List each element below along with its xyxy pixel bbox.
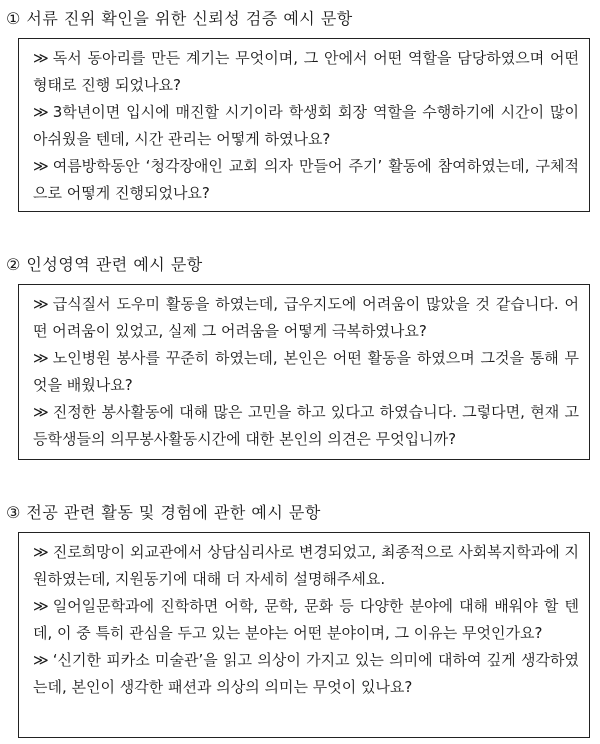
bullet-icon: ≫ [33,597,49,615]
bullet-icon: ≫ [33,157,49,175]
bullet-icon: ≫ [33,49,49,67]
question-item [33,593,579,647]
section-2-box [18,284,590,460]
question-text: 3학년이면 입시에 매진할 시기이라 학생회 회장 역할을 수행하기에 시간이 많이 아쉬웠을 텐데, 시간 관리는 어떻게 하였나요? [33,103,579,148]
section-2-heading: ② 인성영역 관련 예시 문항 [6,255,203,274]
question-text: 급식질서 도우미 활동을 하였는데, 급우지도에 어려움이 많았을 것 같습니다. 어떤 어려움이 있었고, 실제 그 어려움을 어떻게 극복하였나요? [33,295,579,340]
section-1-box [18,38,590,212]
question-item [33,291,579,345]
question-text: 노인병원 봉사를 꾸준히 하였는데, 본인은 어떤 활동을 하였으며 그것을 통해 무엇을 배웠나요? [33,349,579,394]
question-text: ‘신기한 피카소 미술관’을 읽고 의상이 가지고 있는 의미에 대하여 깊게 생각하였는데, 본인이 생각한 패션과 의상의 의미는 무엇이 있나요? [33,651,579,696]
bullet-icon: ≫ [33,651,49,669]
bullet-icon: ≫ [33,543,49,561]
bullet-icon: ≫ [33,349,49,367]
question-item [33,153,579,207]
question-text: 진로희망이 외교관에서 상담심리사로 변경되었고, 최종적으로 사회복지학과에 지원하였는데, 지원동기에 대해 더 자세히 설명해주세요. [33,543,579,588]
question-text: 진정한 봉사활동에 대해 많은 고민을 하고 있다고 하였습니다. 그렇다면, 현재 고등학생들의 의무봉사활동시간에 대한 본인의 의견은 무엇입니까? [33,403,579,448]
question-text: 일어일문학과에 진학하면 어학, 문학, 문화 등 다양한 분야에 대해 배워야 할 텐데, 이 중 특히 관심을 두고 있는 분야는 어떤 분야이며, 그 이유는 무엇인가요? [33,597,579,642]
section-3-box [18,532,590,738]
question-item [33,45,579,99]
question-text: 독서 동아리를 만든 계기는 무엇이며, 그 안에서 어떤 역할을 담당하였으며 어떤 형태로 진행 되었나요? [33,49,579,94]
bullet-icon: ≫ [33,103,49,121]
question-item [33,345,579,399]
bullet-icon: ≫ [33,295,49,313]
section-3-heading: ③ 전공 관련 활동 및 경험에 관한 예시 문항 [6,503,321,522]
section-1-heading: ① 서류 진위 확인을 위한 신뢰성 검증 예시 문항 [6,9,353,28]
question-item [33,99,579,153]
question-item [33,399,579,453]
question-item [33,539,579,593]
question-text: 여름방학동안 ‘청각장애인 교회 의자 만들어 주기’ 활동에 참여하였는데, 구체적으로 어떻게 진행되었나요? [33,157,579,202]
question-item [33,647,579,701]
bullet-icon: ≫ [33,403,49,421]
